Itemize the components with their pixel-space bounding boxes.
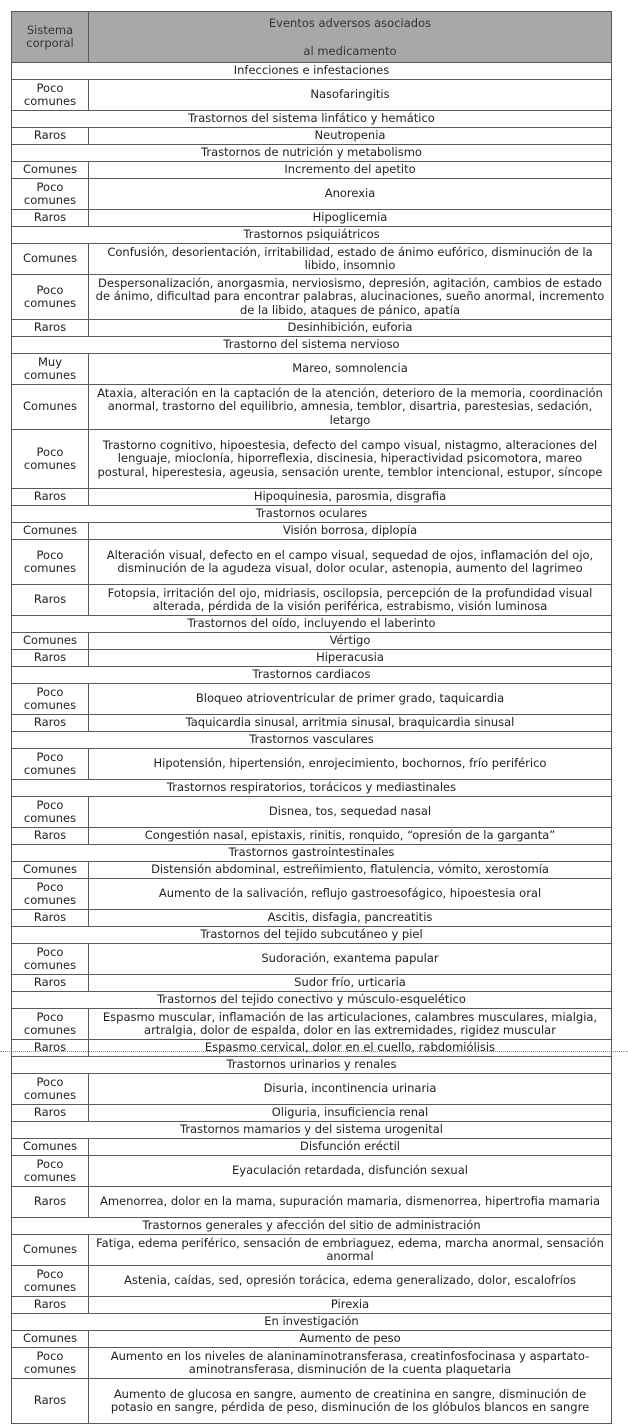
table-row [12,797,612,828]
header-body-system-line1: Sistema [26,22,74,37]
adverse-events-cell: Ataxia, alteración en la captación de la atención, deterioro de la memoria, coordinación anormal, trastorno del equilibrio, amnesia, temblor, disartria, parestesias, sedación, letargo [89,385,612,430]
adverse-events-cell: Visión borrosa, diplopía [89,523,612,540]
table-row [12,1297,612,1314]
adverse-events-cell: Incremento del apetito [89,162,612,179]
section-title: Infecciones e infestaciones [12,63,612,80]
adverse-events-cell: Sudor frío, urticaria [89,975,612,992]
section-title: Trastornos vasculares [12,732,612,749]
section-row [12,667,612,684]
adverse-events-cell: Aumento de peso [89,1331,612,1348]
table-row [12,162,612,179]
section-row [12,1122,612,1139]
table-row [12,1040,612,1057]
header-adverse-events-line2: al medicamento [303,44,397,58]
adverse-events-cell: Trastorno cognitivo, hipoestesia, defecto del campo visual, nistagmo, alteraciones del lenguaje, mioclonía, hiporreflexia, discinesia, hiperactividad psicomotora, mareo postural, hiperestesia, ageusia, sensación urente, temblor intencional, estupor, síncope [89,430,612,489]
adverse-events-cell: Anorexia [89,179,612,210]
table-row [12,1156,612,1187]
table-row [12,540,612,585]
section-row [12,780,612,797]
table-row [12,585,612,616]
adverse-events-cell: Desinhibición, euforia [89,320,612,337]
adverse-events-cell: Hipoglicemia [89,210,612,227]
frequency-cell: Poco comunes [12,684,89,715]
section-title: Trastornos respiratorios, torácicos y mediastinales [12,780,612,797]
adverse-events-cell: Bloqueo atrioventricular de primer grado, taquicardia [89,684,612,715]
section-title: Trastornos del sistema linfático y hemático [12,111,612,128]
frequency-cell: Raros [12,910,89,927]
adverse-events-cell: Hipotensión, hipertensión, enrojecimiento, bochornos, frío periférico [89,749,612,780]
adverse-events-cell: Oliguria, insuficiencia renal [89,1105,612,1122]
adverse-events-cell: Taquicardia sinusal, arritmia sinusal, braquicardia sinusal [89,715,612,732]
frequency-cell: Poco comunes [12,879,89,910]
table-row [12,910,612,927]
table-row [12,1331,612,1348]
table-row [12,944,612,975]
adverse-events-cell: Ascitis, disfagia, pancreatitis [89,910,612,927]
frequency-cell: Raros [12,1040,89,1057]
section-title: Trastornos gastrointestinales [12,845,612,862]
frequency-cell: Poco comunes [12,1266,89,1297]
adverse-events-cell: Aumento de la salivación, reflujo gastroesofágico, hipoestesia oral [89,879,612,910]
frequency-cell: Raros [12,650,89,667]
adverse-events-cell: Astenia, caídas, sed, opresión torácica, edema generalizado, dolor, escalofríos [89,1266,612,1297]
table-row [12,430,612,489]
frequency-cell: Poco comunes [12,430,89,489]
table-row [12,244,612,275]
frequency-cell: Poco comunes [12,1074,89,1105]
table-row [12,1009,612,1040]
section-title: Trastornos del tejido subcutáneo y piel [12,927,612,944]
frequency-cell: Raros [12,210,89,227]
adverse-events-cell: Eyaculación retardada, disfunción sexual [89,1156,612,1187]
section-row [12,845,612,862]
section-row [12,927,612,944]
section-row [12,337,612,354]
frequency-cell: Comunes [12,633,89,650]
header-adverse-events-line1: Eventos adversos asociados [268,16,432,30]
frequency-cell: Poco comunes [12,1348,89,1379]
adverse-events-cell: Distensión abdominal, estreñimiento, flatulencia, vómito, xerostomía [89,862,612,879]
adverse-events-cell: Hipoquinesia, parosmia, disgrafia [89,489,612,506]
adverse-events-cell: Vértigo [89,633,612,650]
table-row [12,523,612,540]
table-row [12,210,612,227]
section-row [12,111,612,128]
frequency-cell: Raros [12,128,89,145]
frequency-cell: Poco comunes [12,80,89,111]
table-row [12,385,612,430]
frequency-cell: Raros [12,975,89,992]
section-title: Trastornos del oído, incluyendo el laberinto [12,616,612,633]
section-row [12,227,612,244]
frequency-cell: Comunes [12,523,89,540]
section-title: Trastornos psiquiátricos [12,227,612,244]
frequency-cell: Poco comunes [12,275,89,320]
section-title: Trastornos de nutrición y metabolismo [12,145,612,162]
frequency-cell: Comunes [12,162,89,179]
adverse-events-cell: Confusión, desorientación, irritabilidad, estado de ánimo eufórico, disminución de la libido, insomnio [89,244,612,275]
frequency-cell: Comunes [12,1235,89,1266]
frequency-cell: Poco comunes [12,179,89,210]
table-row [12,275,612,320]
frequency-cell: Raros [12,489,89,506]
table-row [12,80,612,111]
table-row [12,489,612,506]
frequency-cell: Comunes [12,244,89,275]
adverse-events-cell: Aumento de glucosa en sangre, aumento de creatinina en sangre, disminución de potasio en sangre, pérdida de peso, disminución de los glóbulos blancos en sangre [89,1379,612,1424]
table-row [12,650,612,667]
frequency-cell: Poco comunes [12,1009,89,1040]
adverse-events-cell: Despersonalización, anorgasmia, nerviosismo, depresión, agitación, cambios de estado de ánimo, dificultad para encontrar palabras, alucinaciones, sueño anormal, incremento de la libido, ataques de pánico, apatía [89,275,612,320]
frequency-cell: Poco comunes [12,540,89,585]
frequency-cell: Poco comunes [12,797,89,828]
frequency-cell: Poco comunes [12,1156,89,1187]
table-row [12,1187,612,1218]
adverse-events-cell: Disuria, incontinencia urinaria [89,1074,612,1105]
adverse-events-cell: Fotopsia, irritación del ojo, midriasis, oscilopsia, percepción de la profundidad visual alterada, pérdida de la visión periférica, estrabismo, visión luminosa [89,585,612,616]
frequency-cell: Comunes [12,1331,89,1348]
frequency-cell: Raros [12,828,89,845]
frequency-cell: Raros [12,1297,89,1314]
section-row [12,63,612,80]
section-row [12,145,612,162]
frequency-cell: Raros [12,320,89,337]
adverse-events-cell: Mareo, somnolencia [89,354,612,385]
section-title: Trastornos urinarios y renales [12,1057,612,1074]
section-title: En investigación [12,1314,612,1331]
section-title: Trastorno del sistema nervioso [12,337,612,354]
table-row [12,879,612,910]
frequency-cell: Raros [12,1379,89,1424]
section-row [12,506,612,523]
frequency-cell: Raros [12,585,89,616]
adverse-events-cell: Disnea, tos, sequedad nasal [89,797,612,828]
frequency-cell: Comunes [12,1139,89,1156]
adverse-events-cell: Disfunción eréctil [89,1139,612,1156]
adverse-events-cell: Neutropenia [89,128,612,145]
section-row [12,1314,612,1331]
table-row [12,1235,612,1266]
adverse-events-cell: Hiperacusia [89,650,612,667]
section-row [12,1218,612,1235]
adverse-events-cell: Espasmo cervical, dolor en el cuello, rabdomiólisis [89,1040,612,1057]
section-title: Trastornos del tejido conectivo y músculo-esquelético [12,992,612,1009]
table-row [12,1379,612,1424]
frequency-cell: Raros [12,1187,89,1218]
table-header-row [12,12,612,63]
table-row [12,633,612,650]
section-row [12,992,612,1009]
frequency-cell: Comunes [12,385,89,430]
frequency-cell: Comunes [12,862,89,879]
adverse-events-cell: Fatiga, edema periférico, sensación de embriaguez, edema, marcha anormal, sensación anormal [89,1235,612,1266]
table-row [12,749,612,780]
table-body [12,63,612,1424]
adverse-events-cell: Sudoración, exantema papular [89,944,612,975]
section-title: Trastornos generales y afección del sitio de administración [12,1218,612,1235]
frequency-cell: Poco comunes [12,749,89,780]
adverse-events-cell: Amenorrea, dolor en la mama, supuración mamaria, dismenorrea, hipertrofia mamaria [89,1187,612,1218]
adverse-events-cell: Alteración visual, defecto en el campo visual, sequedad de ojos, inflamación del ojo, disminución de la agudeza visual, dolor ocular, astenopia, aumento del lagrimeo [89,540,612,585]
header-body-system [12,12,89,63]
section-title: Trastornos mamarios y del sistema urogenital [12,1122,612,1139]
frequency-cell: Poco comunes [12,944,89,975]
table-row [12,975,612,992]
table-row [12,862,612,879]
table-row [12,1139,612,1156]
frequency-cell: Raros [12,715,89,732]
section-row [12,616,612,633]
table-row [12,684,612,715]
frequency-cell: Raros [12,1105,89,1122]
adverse-events-cell: Pirexia [89,1297,612,1314]
adverse-events-cell: Nasofaringitis [89,80,612,111]
table-row [12,1105,612,1122]
section-title: Trastornos cardiacos [12,667,612,684]
header-adverse-events [89,12,612,63]
table-row [12,1074,612,1105]
header-body-system-line2: corporal [26,36,74,50]
adverse-events-cell: Espasmo muscular, inflamación de las articulaciones, calambres musculares, mialgia, artralgia, dolor de espalda, dolor en las extremidades, rigidez muscular [89,1009,612,1040]
section-row [12,1057,612,1074]
adverse-events-cell: Congestión nasal, epistaxis, rinitis, ronquido, “opresión de la garganta” [89,828,612,845]
section-row [12,732,612,749]
frequency-cell: Muy comunes [12,354,89,385]
table-row [12,128,612,145]
table-row [12,1266,612,1297]
table-row [12,320,612,337]
adverse-events-cell: Aumento en los niveles de alaninaminotransferasa, creatinfosfocinasa y aspartato- aminotransferasa, disminución de la cuenta plaquetaria [89,1348,612,1379]
table-row [12,1348,612,1379]
section-title: Trastornos oculares [12,506,612,523]
table-row [12,179,612,210]
table-row [12,354,612,385]
adverse-events-table [11,11,612,1424]
table-row [12,828,612,845]
table-row [12,715,612,732]
